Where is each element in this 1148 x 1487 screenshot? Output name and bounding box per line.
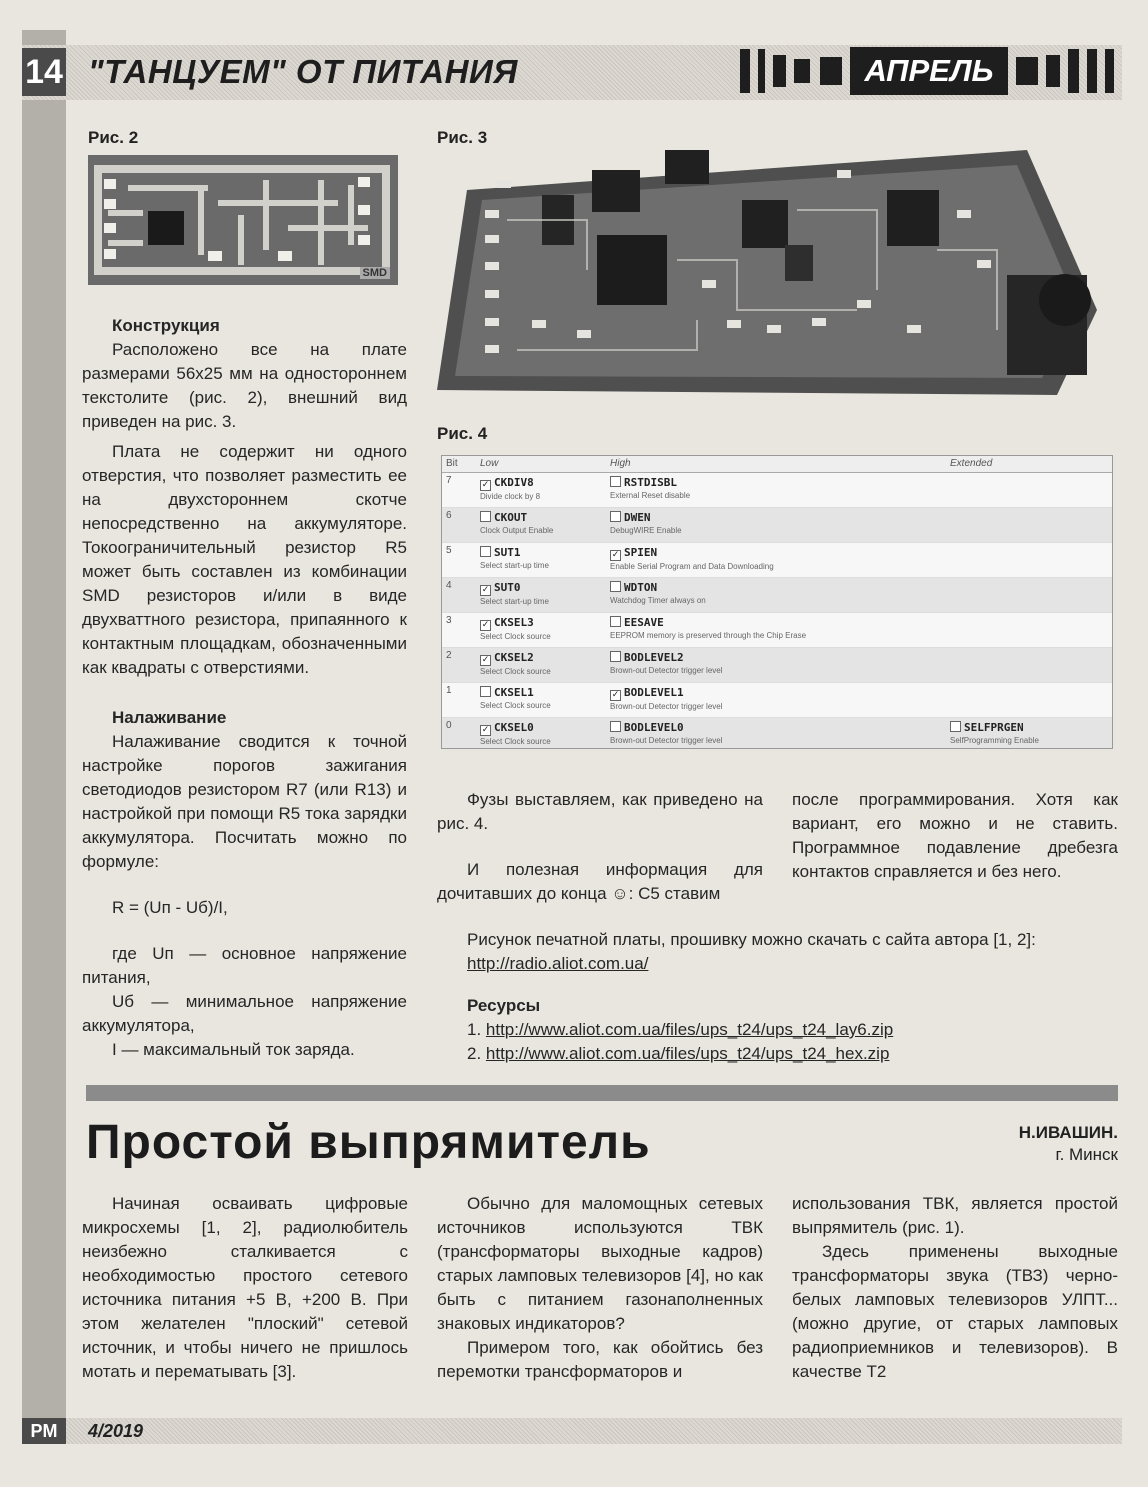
formula-where-1: где Uп — основное напряжение питания, <box>82 944 407 987</box>
download-block <box>437 928 1118 1066</box>
fuse-table-header <box>442 456 1112 473</box>
formula-where-2: Uб — минимальное напряжение аккумулятора, <box>82 992 407 1035</box>
fuse-checkbox[interactable] <box>610 581 621 592</box>
fuse-description: Select Clock source <box>480 667 551 676</box>
construction-paragraph-2: Плата не содержит ни одного отверстия, что позволяет разместить ее на двухстороннем скотче непосредственно на аккумуляторе. Токоограничительный резистор R5 может быть составлен из комбинации SMD резисторов и/или в виде двухваттного резистора, припаянного к контактным площадкам, обозначенными как квадраты с отверстиями. <box>82 442 407 677</box>
fuse-row <box>442 543 1112 578</box>
fuse-bit: 4 <box>446 580 452 591</box>
fuse-checkbox[interactable]: ✓ <box>611 550 620 560</box>
fuse-checkbox[interactable] <box>610 616 621 627</box>
author-name: Н.ИВАШИН. <box>1018 1123 1118 1142</box>
section-title: "ТАНЦУЕМ" ОТ ПИТАНИЯ <box>88 53 518 90</box>
article-title: Простой выпрямитель <box>86 1116 651 1169</box>
resource-2-link[interactable]: http://www.aliot.com.ua/files/ups_t24/ups_t24_hex.zip <box>485 1044 890 1063</box>
fuse-checkbox[interactable]: ✓ <box>481 620 490 630</box>
fuse-row <box>442 473 1112 508</box>
fuse-checkbox[interactable] <box>610 721 621 732</box>
fuse-checkbox[interactable] <box>610 651 621 662</box>
fuse-description: Enable Serial Program and Data Downloading <box>610 562 774 571</box>
article2-column-1 <box>82 1192 408 1384</box>
fuse-name: RSTDISBL <box>624 476 677 489</box>
fig4-caption: Рис. 4 <box>437 424 488 443</box>
fuse-description: Divide clock by 8 <box>480 492 541 501</box>
month-banner <box>740 45 1120 97</box>
right-column <box>792 788 1118 884</box>
fuse-name: CKDIV8 <box>494 476 534 489</box>
article2-col3-paragraph-1: использования ТВК, является простой выпрямитель (рис. 1). <box>792 1194 1118 1237</box>
article2-col2-paragraph-1: Обычно для маломощных сетевых источников используются ТВК (трансформаторы выходные кадров) старых ламповых телевизоров [4], но как быть с питанием газонаполненных знаковых индикаторов? <box>437 1194 763 1333</box>
fuse-bit: 0 <box>446 720 452 731</box>
fuse-checkbox[interactable]: ✓ <box>481 725 490 735</box>
fuse-checkbox[interactable] <box>950 721 961 732</box>
fuse-description: SelfProgramming Enable <box>950 736 1039 745</box>
resource-1-num: 1. <box>467 1020 486 1039</box>
fuse-checkbox[interactable]: ✓ <box>611 690 620 700</box>
formula-where-3: I — максимальный ток заряда. <box>112 1040 355 1059</box>
footer-issue: 4/2019 <box>88 1421 144 1441</box>
fuse-description: External Reset disable <box>610 491 691 500</box>
fuse-checkbox[interactable] <box>480 511 491 522</box>
fuse-description: Brown-out Detector trigger level <box>610 702 723 711</box>
construction-heading: Конструкция <box>112 316 220 335</box>
month-label: АПРЕЛЬ <box>850 47 1008 95</box>
right-paragraph-1: после программирования. Хотя как вариант, его можно и не ставить. Программное подавление дребезга контактов справляется и без него. <box>792 790 1118 881</box>
fuse-bit: 6 <box>446 510 452 521</box>
article-divider <box>86 1085 1118 1101</box>
resources-heading: Ресурсы <box>467 996 541 1015</box>
fuse-name: SUT1 <box>494 546 521 559</box>
fuse-row <box>442 578 1112 613</box>
formula: R = (Uп - Uб)/I, <box>112 898 228 917</box>
tuning-heading: Налаживание <box>112 708 227 727</box>
article2-column-3 <box>792 1192 1118 1384</box>
fuse-name: DWEN <box>624 511 651 524</box>
fuse-checkbox[interactable] <box>610 511 621 522</box>
footer-magazine-logo: PM <box>22 1418 66 1444</box>
fuse-name: CKSEL3 <box>494 616 534 629</box>
fuse-checkbox[interactable]: ✓ <box>481 655 490 665</box>
fuse-description: EEPROM memory is preserved through the Chip Erase <box>610 631 807 640</box>
footer-stripe <box>22 1418 1122 1444</box>
middle-paragraph-1: Фузы выставляем, как приведено на рис. 4. <box>437 790 763 833</box>
left-margin-bar <box>22 30 66 1430</box>
fuse-description: Select Clock source <box>480 701 551 710</box>
fuse-row <box>442 718 1112 749</box>
page-number: 14 <box>22 48 66 96</box>
fuse-settings-table <box>441 455 1113 749</box>
middle-paragraph-2: И полезная информация для дочитавших до конца ☺: C5 ставим <box>437 860 763 903</box>
fuse-name: EESAVE <box>624 616 664 629</box>
fig3-caption: Рис. 3 <box>437 128 488 147</box>
fuse-description: DebugWIRE Enable <box>610 526 682 535</box>
fuse-bit: 3 <box>446 615 452 626</box>
microcontroller-chip <box>148 211 184 245</box>
left-column <box>82 314 407 1062</box>
fuse-name: SUT0 <box>494 581 521 594</box>
construction-paragraph-1: Расположено все на плате размерами 56х25 мм на одностороннем текстолите (рис. 2), внешний вид приведен на рис. 3. <box>82 340 407 431</box>
author-city: г. Минск <box>1055 1145 1118 1164</box>
article2-column-2 <box>437 1192 763 1384</box>
fuse-row <box>442 648 1112 683</box>
fuse-bit: 2 <box>446 650 452 661</box>
fuse-row <box>442 683 1112 718</box>
fuse-bit: 5 <box>446 545 452 556</box>
fuse-description: Brown-out Detector trigger level <box>610 666 723 675</box>
fuse-description: Select Clock source <box>480 737 551 746</box>
fuse-name: CKSEL1 <box>494 686 534 699</box>
header-bit: Bit <box>446 458 458 469</box>
pcb-layout-image <box>88 155 398 285</box>
tuning-paragraph: Налаживание сводится к точной настройке порогов зажигания светодиодов резистором R7 (или R13) и настройкой при помощи R5 тока зарядки аккумулятора. Посчитать можно по формуле: <box>82 732 407 871</box>
fuse-bit: 1 <box>446 685 452 696</box>
fuse-description: Select start-up time <box>480 597 549 606</box>
fuse-description: Watchdog Timer always on <box>610 596 706 605</box>
fuse-checkbox[interactable] <box>480 686 491 697</box>
download-text: Рисунок печатной платы, прошивку можно скачать с сайта автора [1, 2]: <box>467 930 1036 949</box>
fuse-name: CKOUT <box>494 511 528 524</box>
fuse-checkbox[interactable]: ✓ <box>481 480 490 490</box>
fuse-name: BODLEVEL2 <box>624 651 684 664</box>
fuse-checkbox[interactable] <box>480 546 491 557</box>
resource-2-num: 2. <box>467 1044 486 1063</box>
fuse-bit: 7 <box>446 475 452 486</box>
fuse-name: SELFPRGEN <box>964 721 1024 734</box>
fuse-checkbox[interactable] <box>610 476 621 487</box>
fuse-name: BODLEVEL1 <box>624 686 684 699</box>
fuse-name: CKSEL2 <box>494 651 534 664</box>
header-extended: Extended <box>950 458 993 469</box>
header-low: Low <box>480 458 499 469</box>
fuse-row <box>442 508 1112 543</box>
author-site-link[interactable]: http://radio.aliot.com.ua/ <box>467 954 649 973</box>
fuse-name: BODLEVEL0 <box>624 721 684 734</box>
pcb-smd-label: SMD <box>360 267 390 279</box>
article2-col2-paragraph-2: Примером того, как обойтись без перемотки трансформаторов и <box>437 1338 763 1381</box>
fuse-description: Brown-out Detector trigger level <box>610 736 723 745</box>
fuse-row <box>442 613 1112 648</box>
author-block <box>1019 1122 1118 1166</box>
circuit-board-photo <box>437 150 1127 400</box>
resource-1-link[interactable]: http://www.aliot.com.ua/files/ups_t24/ups_t24_lay6.zip <box>485 1020 894 1039</box>
fig2-caption: Рис. 2 <box>88 128 139 147</box>
fuse-name: SPIEN <box>624 546 658 559</box>
middle-column <box>437 788 763 906</box>
article2-col1-paragraph: Начиная осваивать цифровые микросхемы [1, 2], радиолюбитель неизбежно сталкивается с необходимостью простого сетевого источника питания +5 В, +200 В. При этом желателен "плоский" сетевой источник, и чтобы ничего не пришлось мотать и перематывать [3]. <box>82 1194 408 1381</box>
fuse-name: CKSEL0 <box>494 721 534 734</box>
fuse-description: Select start-up time <box>480 561 549 570</box>
fuse-description: Select Clock source <box>480 632 551 641</box>
fuse-checkbox[interactable]: ✓ <box>481 585 490 595</box>
fuse-name: WDTON <box>624 581 658 594</box>
article2-col3-paragraph-2: Здесь применены выходные трансформаторы звука (ТВЗ) черно-белых ламповых телевизоров УЛПТ... (можно другие, от старых ламповых радиоприемников и телевизоров). В качестве Т2 <box>792 1242 1118 1381</box>
fuse-description: Clock Output Enable <box>480 526 554 535</box>
header-high: High <box>610 458 631 469</box>
